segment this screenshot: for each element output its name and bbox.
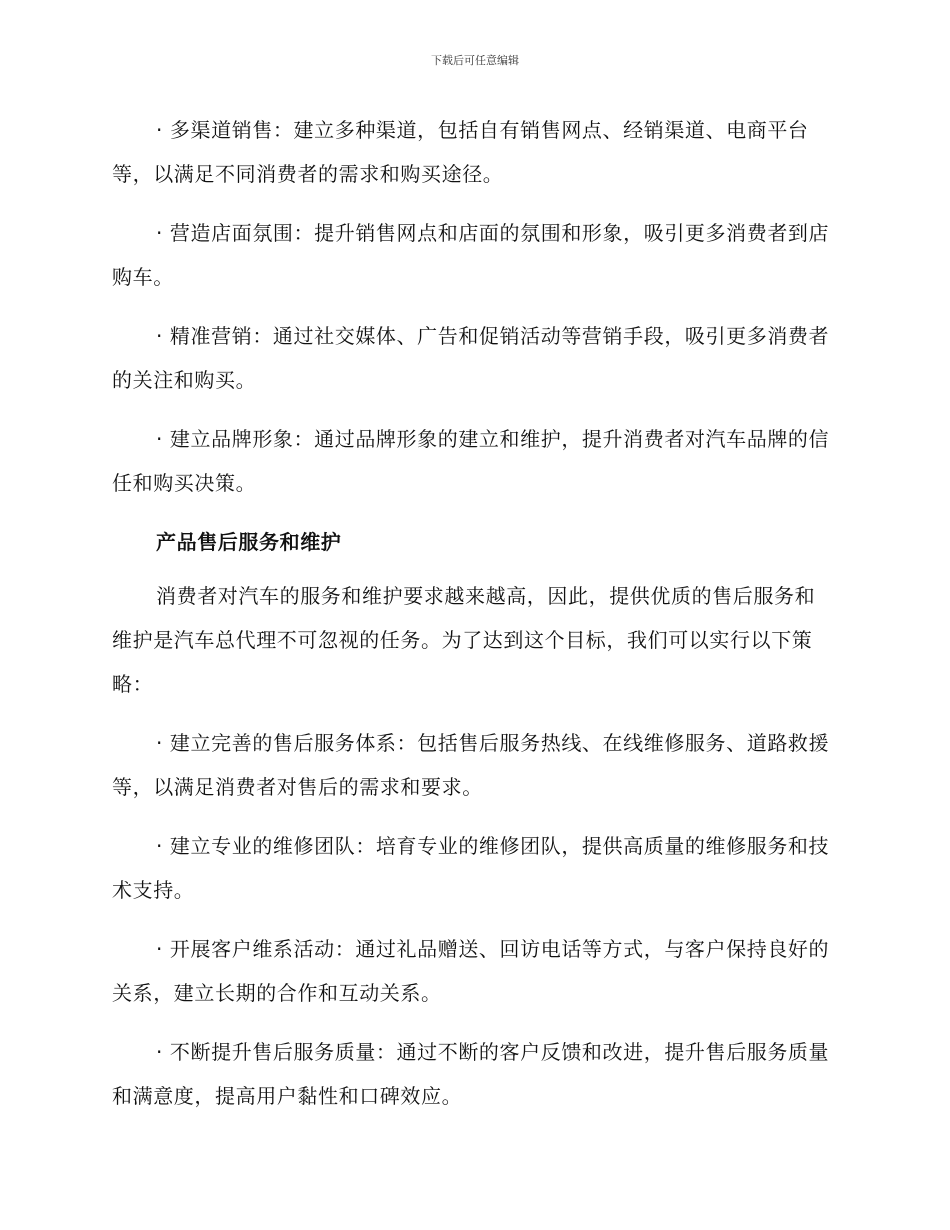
bullet-customer-retention: · 开展客户维系活动：通过礼品赠送、回访电话等方式，与客户保持良好的关系，建立长期的合作和互动关系。 (112, 937, 830, 1005)
bullet-brand-image: · 建立品牌形象：通过品牌形象的建立和维护，提升消费者对汽车品牌的信任和购买决策。 (112, 427, 830, 495)
bullet-precision-marketing: · 精准营销：通过社交媒体、广告和促销活动等营销手段，吸引更多消费者的关注和购买。 (112, 324, 830, 392)
bullet-store-atmosphere: · 营造店面氛围：提升销售网点和店面的氛围和形象，吸引更多消费者到店购车。 (112, 221, 830, 289)
bullet-service-quality: · 不断提升售后服务质量：通过不断的客户反馈和改进，提升售后服务质量和满意度，提高用户黏性和口碑效应。 (112, 1040, 830, 1108)
bullet-service-system: · 建立完善的售后服务体系：包括售后服务热线、在线维修服务、道路救援等，以满足消费者对售后的需求和要求。 (112, 731, 830, 799)
page-header: 下载后可任意编辑 (431, 54, 519, 67)
body-paragraph-after-sales-intro: 消费者对汽车的服务和维护要求越来越高，因此，提供优质的售后服务和维护是汽车总代理不可忽视的任务。为了达到这个目标，我们可以实行以下策略： (112, 584, 816, 696)
document-body (112, 108, 832, 1133)
section-heading-after-sales: 产品售后服务和维护 (156, 530, 342, 554)
bullet-repair-team: · 建立专业的维修团队：培育专业的维修团队，提供高质量的维修服务和技术支持。 (112, 834, 830, 902)
bullet-multi-channel-sales: · 多渠道销售：建立多种渠道，包括自有销售网点、经销渠道、电商平台等，以满足不同消费者的需求和购买途径。 (112, 118, 809, 186)
